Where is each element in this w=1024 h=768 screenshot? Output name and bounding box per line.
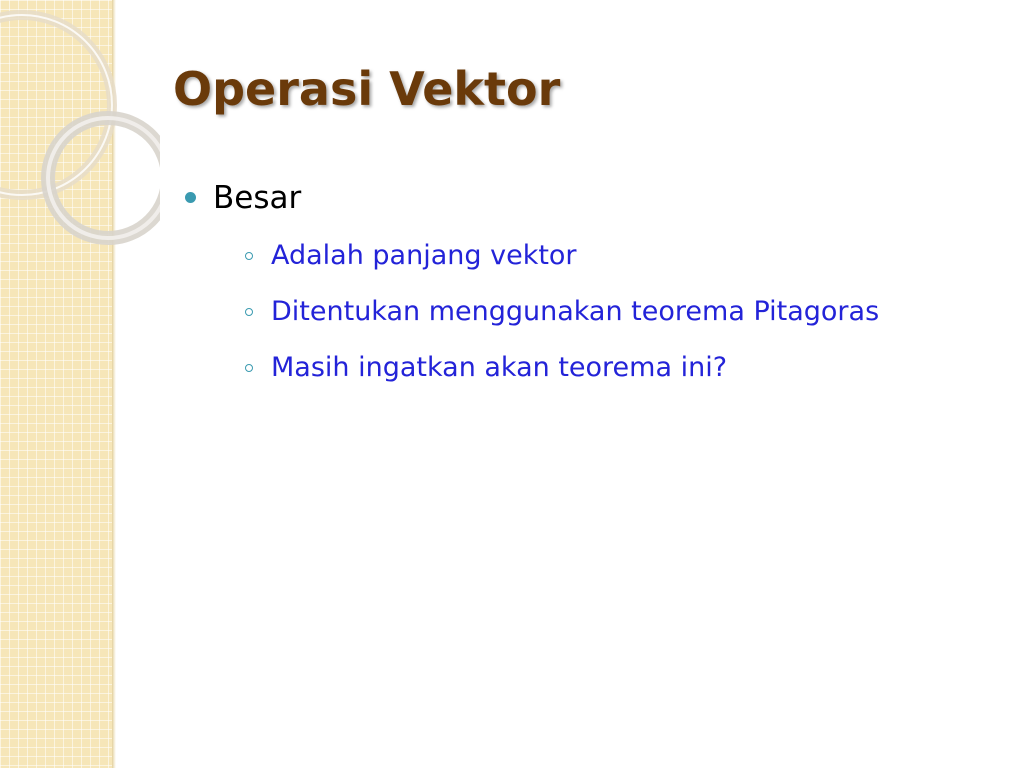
sub-bullet-item [213, 340, 879, 396]
decorative-ring-large [0, 15, 112, 195]
hollow-circle-bullet-icon [245, 308, 253, 316]
sub-bullet-text: Adalah panjang vektor [271, 240, 577, 271]
sub-bullet-text: Ditentukan menggunakan teorema Pitagoras [271, 296, 880, 327]
decorative-rings [0, 0, 160, 260]
sub-bullet-text: Masih ingatkan akan teorema ini? [271, 352, 728, 383]
hollow-circle-bullet-icon [245, 364, 253, 372]
decorative-ring-large-highlight [0, 15, 112, 195]
hollow-circle-bullet-icon [245, 252, 253, 260]
bullet-text: Besar [213, 180, 302, 216]
filled-circle-bullet-icon [185, 192, 196, 203]
sub-bullet-list [213, 228, 879, 396]
bullet-list [185, 174, 879, 396]
sub-bullet-item [213, 228, 879, 284]
sub-bullet-item [213, 284, 879, 340]
bullet-item-besar [185, 174, 879, 396]
slide-title: Operasi Vektor [173, 62, 561, 116]
